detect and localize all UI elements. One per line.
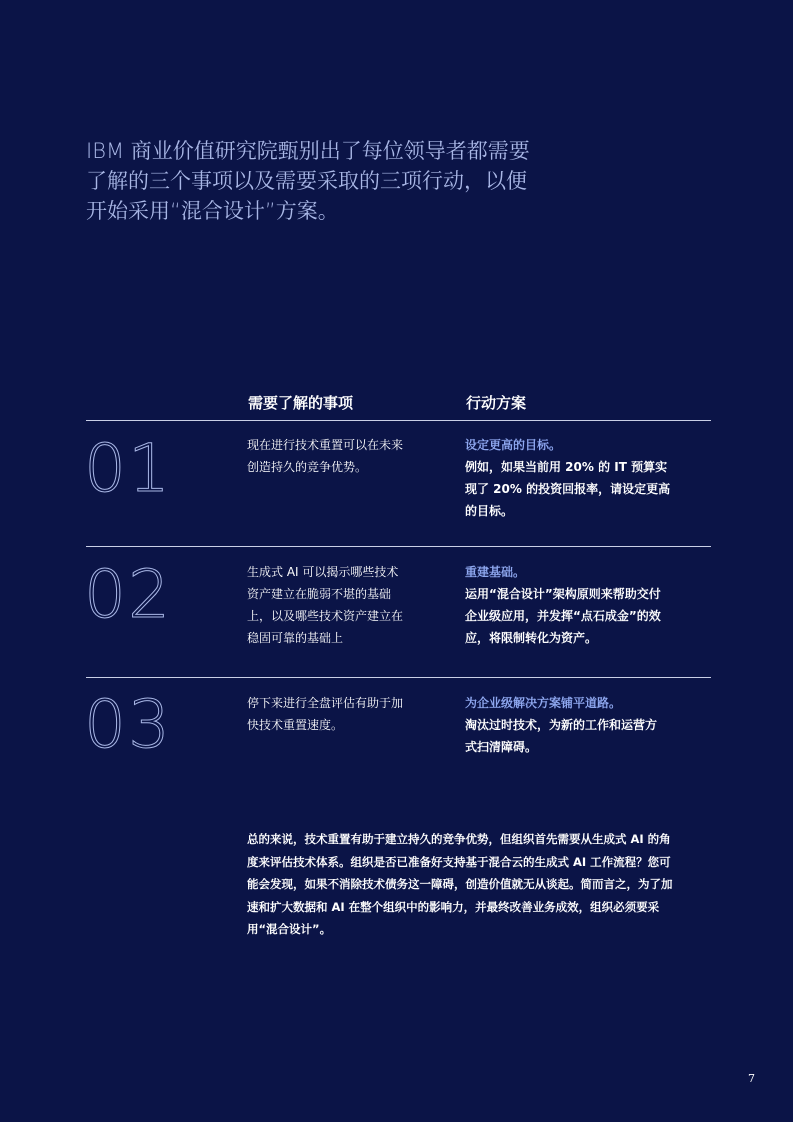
action-line: 现了 20% 的投资回报率，请设定更高 <box>465 482 671 496</box>
column-header-action: 行动方案 <box>466 394 527 412</box>
summary-line: 速和扩大数据和 AI 在整个组织中的影响力，并最终改善业务成效，组织必须要采 <box>247 899 660 914</box>
know-line: 稳固可靠的基础上 <box>247 631 344 645</box>
summary-paragraph <box>247 828 697 941</box>
action-line: 应，将限制转化为资产。 <box>465 631 598 645</box>
row-number: 01 <box>84 430 172 507</box>
summary-line: 总的来说，技术重置有助于建立持久的竞争优势，但组织首先需要从生成式 AI 的角 <box>247 832 671 846</box>
action-line: 企业级应用，并发挥“点石成金”的效 <box>465 609 661 623</box>
column-header-know: 需要了解的事项 <box>248 394 354 412</box>
action-body <box>465 456 705 522</box>
action-line: 例如，如果当前用 20% 的 IT 预算实 <box>465 460 668 474</box>
page-number: 7 <box>748 1072 755 1085</box>
summary-line: 用“混合设计”。 <box>247 922 332 936</box>
table-divider <box>86 546 711 547</box>
know-line: 现在进行技术重置可以在未来 <box>247 438 404 452</box>
know-text <box>247 692 427 736</box>
summary-line: 度来评估技术体系。组织是否已准备好支持基于混合云的生成式 AI 工作流程？您可 <box>247 854 671 869</box>
know-line: 快技术重置速度。 <box>247 718 344 732</box>
row-number: 03 <box>84 686 172 763</box>
action-title: 设定更高的目标。 <box>465 438 562 452</box>
action-title: 为企业级解决方案铺平道路。 <box>465 696 622 710</box>
know-line: 创造持久的竞争优势。 <box>247 460 368 474</box>
know-line: 停下来进行全盘评估有助于加 <box>247 696 404 710</box>
know-line: 生成式 AI 可以揭示哪些技术 <box>247 565 399 579</box>
action-body <box>465 714 705 758</box>
know-line: 资产建立在脆弱不堪的基础 <box>247 587 392 601</box>
action-line: 式扫清障碍。 <box>465 740 538 754</box>
action-line: 淘汰过时技术，为新的工作和运营方 <box>465 718 658 732</box>
row-number: 02 <box>84 556 172 633</box>
know-text <box>247 434 427 478</box>
table-divider <box>86 420 711 421</box>
action-line: 运用“混合设计”架构原则来帮助交付 <box>465 587 661 601</box>
action-title: 重建基础。 <box>465 565 526 579</box>
know-line: 上，以及哪些技术资产建立在 <box>247 609 404 623</box>
know-text <box>247 561 427 649</box>
action-line: 的目标。 <box>465 504 514 518</box>
action-body <box>465 583 705 649</box>
intro-line: 了解的三个事项以及需要采取的三项行动，以便 <box>86 169 527 193</box>
intro-paragraph <box>86 136 556 226</box>
summary-line: 能会发现，如果不消除技术债务这一障碍，创造价值就无从谈起。简而言之，为了加 <box>247 877 673 891</box>
intro-line: 开始采用“混合设计”方案。 <box>86 199 339 223</box>
intro-line: IBM 商业价值研究院甄别出了每位领导者都需要 <box>86 139 530 163</box>
table-divider <box>86 677 711 678</box>
